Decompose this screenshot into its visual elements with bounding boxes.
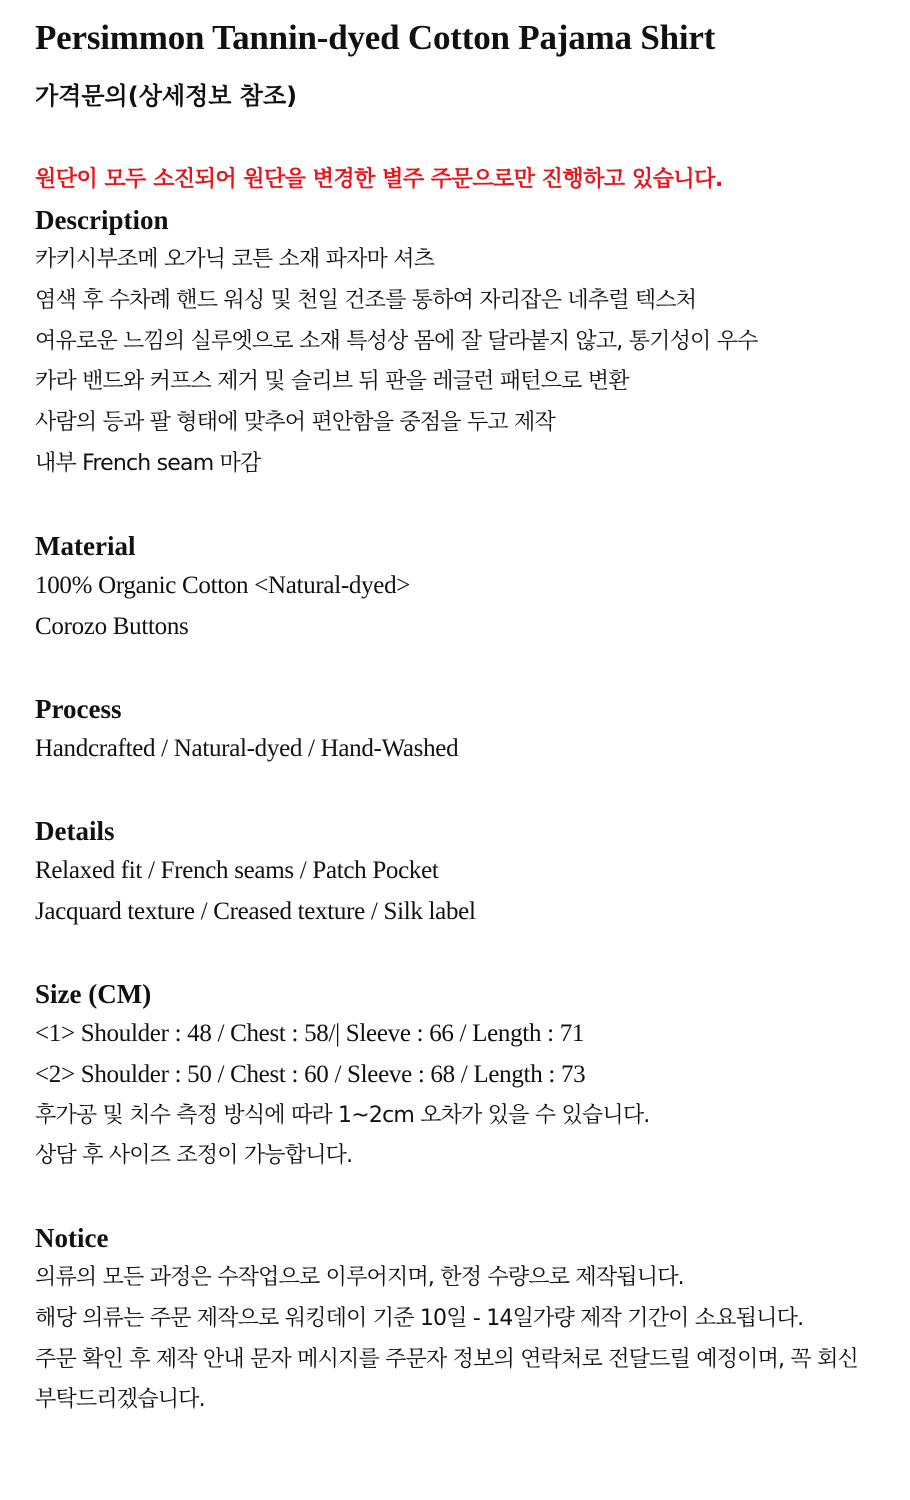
details-line: Relaxed fit / French seams / Patch Pocket bbox=[35, 857, 439, 884]
description-section bbox=[35, 200, 885, 485]
fabric-alert: 원단이 모두 소진되어 원단을 변경한 별주 주문으로만 진행하고 있습니다. bbox=[35, 167, 723, 192]
notice-line: 해당 의류는 주문 제작으로 워킹데이 기준 10일 - 14일가량 제작 기간이 소요됩니다. bbox=[35, 1305, 804, 1331]
size-note: 후가공 및 치수 측정 방식에 따라 1~2cm 오차가 있을 수 있습니다. bbox=[35, 1102, 650, 1128]
size-line: <2> Shoulder : 50 / Chest : 60 / Sleeve : 68 / Length : 73 bbox=[35, 1060, 586, 1088]
material-line: 100% Organic Cotton <Natural-dyed> bbox=[35, 572, 411, 599]
description-heading: Description bbox=[35, 205, 169, 235]
description-line: 내부 French seam 마감 bbox=[35, 450, 261, 476]
details-section bbox=[35, 811, 885, 933]
notice-section bbox=[35, 1218, 885, 1421]
description-line: 사람의 등과 팔 형태에 맞추어 편안함을 중점을 두고 제작 bbox=[35, 410, 555, 436]
description-line: 카라 밴드와 커프스 제거 및 슬리브 뒤 판을 레글런 패턴으로 변환 bbox=[35, 369, 629, 395]
material-heading: Material bbox=[35, 531, 136, 561]
description-line: 여유로운 느낌의 실루엣으로 소재 특성상 몸에 잘 달라붙지 않고, 통기성이 우수 bbox=[35, 328, 758, 354]
details-heading: Details bbox=[35, 816, 115, 846]
details-line: Jacquard texture / Creased texture / Silk label bbox=[35, 897, 476, 925]
product-title: Persimmon Tannin-dyed Cotton Pajama Shirt bbox=[35, 18, 716, 57]
process-section bbox=[35, 689, 885, 770]
description-line: 카키시부조메 오가닉 코튼 소재 파자마 셔츠 bbox=[35, 247, 435, 272]
notice-line: 의류의 모든 과정은 수작업으로 이루어지며, 한정 수량으로 제작됩니다. bbox=[35, 1265, 684, 1290]
process-heading: Process bbox=[35, 694, 122, 724]
size-note: 상담 후 사이즈 조정이 가능합니다. bbox=[35, 1143, 353, 1169]
size-heading: Size (CM) bbox=[35, 979, 152, 1009]
size-line: <1> Shoulder : 48 / Chest : 58/| Sleeve : 66 / Length : 71 bbox=[35, 1020, 585, 1047]
material-line: Corozo Buttons bbox=[35, 612, 189, 640]
price-label: 가격문의(상세정보 참조) bbox=[35, 82, 298, 110]
description-line: 염색 후 수차례 핸드 워싱 및 천일 건조를 통하여 자리잡은 네추럴 텍스처 bbox=[35, 287, 697, 313]
notice-line: 주문 확인 후 제작 안내 문자 메시지를 주문자 정보의 연락처로 전달드릴 예정이며, 꼭 회신 부탁드리겠습니다. bbox=[35, 1346, 858, 1413]
material-section bbox=[35, 526, 885, 648]
notice-heading: Notice bbox=[35, 1223, 109, 1253]
size-section bbox=[35, 974, 885, 1177]
process-line: Handcrafted / Natural-dyed / Hand-Washed bbox=[35, 735, 459, 762]
